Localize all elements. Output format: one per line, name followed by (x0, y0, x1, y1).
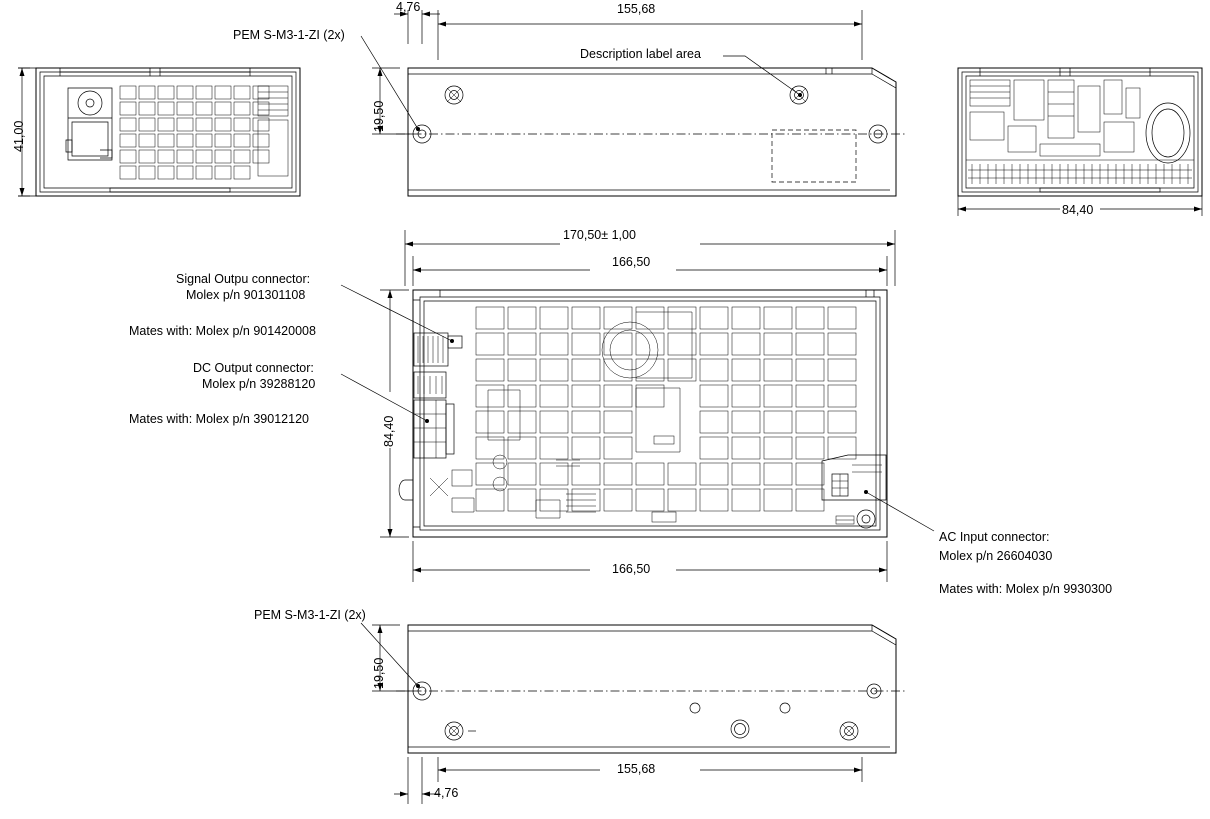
label-description-area: Description label area (580, 47, 701, 61)
label-pem-bottom: PEM S-M3-1-ZI (2x) (254, 608, 366, 622)
dim-main-overall-length: 170,50± 1,00 (563, 228, 636, 242)
dim-top-length: 155,68 (617, 2, 656, 16)
label-signal-output-mates: Mates with: Molex p/n 901420008 (129, 324, 316, 338)
dim-bottom-offset: 4,76 (434, 786, 459, 800)
vent-grid (430, 307, 856, 522)
dim-top-hole-height: 19,50 (372, 100, 386, 132)
label-dc-output-mates: Mates with: Molex p/n 39012120 (129, 412, 309, 426)
bottom-side-view (372, 625, 906, 804)
label-pem-top: PEM S-M3-1-ZI (2x) (233, 28, 345, 42)
label-ac-input-line1: AC Input connector: (939, 530, 1050, 544)
label-dc-output-line2: Molex p/n 39288120 (202, 377, 316, 391)
right-end-view (958, 68, 1202, 216)
label-signal-output-line1: Signal Outpu connector: (176, 272, 311, 286)
dim-bottom-hole-height: 19,50 (372, 657, 386, 689)
connector-block (414, 333, 462, 458)
label-dc-output-line1: DC Output connector: (193, 361, 314, 375)
dim-right-view-width: 84,40 (1062, 203, 1094, 217)
dim-main-body-length-bottom: 166,50 (612, 562, 651, 576)
left-end-view (18, 68, 300, 196)
label-signal-output-line2: Molex p/n 901301108 (186, 288, 306, 302)
dim-main-width: 84,40 (382, 415, 396, 447)
dim-main-body-length-top: 166,50 (612, 255, 651, 269)
dim-top-offset: 4,76 (396, 0, 421, 14)
dim-left-view-height: 41,00 (12, 120, 26, 152)
top-side-view (372, 10, 906, 196)
label-ac-input-mates: Mates with: Molex p/n 9930300 (939, 582, 1113, 596)
dim-bottom-length: 155,68 (617, 762, 656, 776)
main-plan-view (380, 230, 895, 582)
label-ac-input-line2: Molex p/n 26604030 (939, 549, 1053, 563)
ac-input-connector (822, 455, 886, 500)
